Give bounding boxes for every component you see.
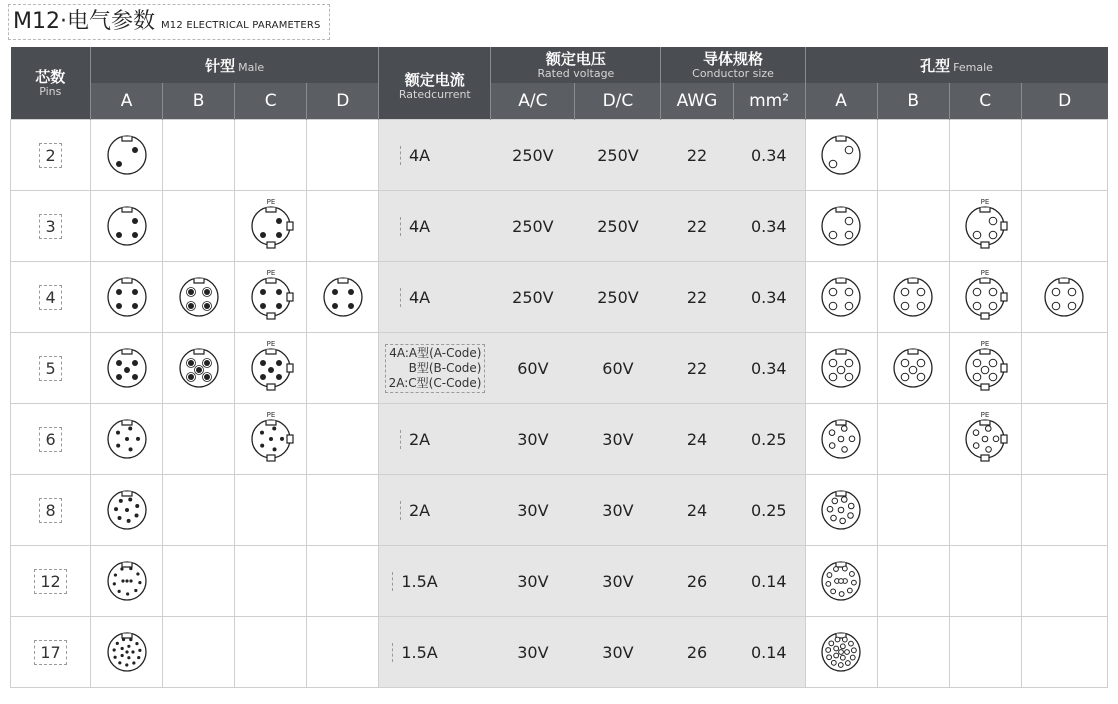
female-c-cell bbox=[949, 546, 1021, 617]
male-c-cell bbox=[235, 475, 307, 546]
rated-current-codes bbox=[385, 344, 486, 393]
female-c-cell bbox=[949, 404, 1021, 475]
female-c-cell bbox=[949, 191, 1021, 262]
female-c-6pin-connector-diagram bbox=[953, 409, 1017, 469]
voltage-dc-value: 30V bbox=[602, 642, 634, 662]
awg-value: 26 bbox=[686, 571, 708, 591]
voltage-dc-value: 30V bbox=[602, 571, 634, 591]
female-a-cell bbox=[805, 617, 877, 688]
male-c-3pin-connector-diagram bbox=[239, 196, 303, 256]
female-b-cell bbox=[877, 475, 949, 546]
female-c-cell bbox=[949, 333, 1021, 404]
voltage-ac-cell bbox=[491, 617, 575, 688]
rated-current-cell bbox=[379, 617, 491, 688]
pins-count: 2 bbox=[39, 143, 61, 168]
female-d-cell bbox=[1021, 617, 1107, 688]
table-row bbox=[11, 120, 1108, 191]
female-b-cell bbox=[877, 546, 949, 617]
male-c-4pin-connector-diagram bbox=[239, 267, 303, 327]
table-row bbox=[11, 546, 1108, 617]
female-a-cell bbox=[805, 404, 877, 475]
voltage-ac-value: 30V bbox=[517, 642, 549, 662]
header-pins: 芯数 Pins bbox=[11, 47, 91, 120]
table-row bbox=[11, 475, 1108, 546]
female-c-cell bbox=[949, 617, 1021, 688]
voltage-ac-value: 250V bbox=[512, 216, 554, 236]
awg-value: 22 bbox=[686, 287, 708, 307]
male-c-cell bbox=[235, 546, 307, 617]
female-b-cell bbox=[877, 617, 949, 688]
svg-text:PE: PE bbox=[980, 198, 990, 206]
male-b-cell bbox=[163, 546, 235, 617]
voltage-ac-cell bbox=[491, 262, 575, 333]
pins-cell bbox=[11, 546, 91, 617]
male-d-cell bbox=[307, 617, 379, 688]
voltage-ac-cell bbox=[491, 546, 575, 617]
voltage-dc-cell bbox=[575, 333, 661, 404]
awg-cell bbox=[661, 617, 733, 688]
female-a-8pin-connector-diagram bbox=[809, 480, 873, 540]
header-male-b: B bbox=[163, 83, 235, 120]
svg-text:PE: PE bbox=[980, 269, 990, 277]
female-a-cell bbox=[805, 546, 877, 617]
rated-current-value: 2A bbox=[400, 501, 430, 520]
awg-cell bbox=[661, 262, 733, 333]
page-title-box bbox=[8, 4, 330, 40]
voltage-dc-cell bbox=[575, 191, 661, 262]
rated-current-cell bbox=[379, 546, 491, 617]
female-a-cell bbox=[805, 120, 877, 191]
awg-value: 22 bbox=[686, 358, 708, 378]
awg-value: 24 bbox=[686, 500, 708, 520]
male-c-cell bbox=[235, 617, 307, 688]
mm2-cell bbox=[733, 120, 805, 191]
svg-text:PE: PE bbox=[266, 198, 275, 206]
table-row bbox=[11, 333, 1108, 404]
female-b-cell bbox=[877, 333, 949, 404]
male-a-17pin-connector-diagram bbox=[95, 622, 159, 682]
female-a-cell bbox=[805, 262, 877, 333]
female-a-12pin-connector-diagram bbox=[809, 551, 873, 611]
header-female-b: B bbox=[877, 83, 949, 120]
mm2-cell bbox=[733, 546, 805, 617]
pins-cell bbox=[11, 262, 91, 333]
female-b-cell bbox=[877, 120, 949, 191]
table-row bbox=[11, 262, 1108, 333]
mm2-value: 0.34 bbox=[750, 287, 787, 307]
male-a-12pin-connector-diagram bbox=[95, 551, 159, 611]
awg-value: 22 bbox=[686, 216, 708, 236]
awg-cell bbox=[661, 546, 733, 617]
female-d-cell bbox=[1021, 120, 1107, 191]
pins-count: 8 bbox=[39, 498, 61, 523]
female-a-3pin-connector-diagram bbox=[809, 196, 873, 256]
male-d-cell bbox=[307, 333, 379, 404]
male-c-cell bbox=[235, 333, 307, 404]
female-a-cell bbox=[805, 333, 877, 404]
mm2-value: 0.34 bbox=[750, 145, 787, 165]
female-d-cell bbox=[1021, 191, 1107, 262]
voltage-ac-value: 250V bbox=[512, 287, 554, 307]
rated-current-cell bbox=[379, 475, 491, 546]
rated-current-value: 1.5A bbox=[392, 643, 437, 662]
mm2-value: 0.34 bbox=[750, 216, 787, 236]
male-c-cell bbox=[235, 191, 307, 262]
female-d-cell bbox=[1021, 404, 1107, 475]
svg-text:PE: PE bbox=[266, 269, 275, 277]
pins-count: 12 bbox=[34, 569, 66, 594]
female-d-4pin-connector-diagram bbox=[1032, 267, 1096, 327]
male-a-cell bbox=[91, 191, 163, 262]
male-a-4pin-connector-diagram bbox=[95, 267, 159, 327]
male-b-cell bbox=[163, 404, 235, 475]
awg-cell bbox=[661, 404, 733, 475]
voltage-dc-value: 60V bbox=[602, 358, 634, 378]
page-title: M12·电气参数 bbox=[13, 9, 155, 34]
female-b-4pin-connector-diagram bbox=[881, 267, 945, 327]
header-female-d: D bbox=[1021, 83, 1107, 120]
header-rated-voltage: 额定电压 Rated voltage bbox=[491, 47, 661, 83]
rated-current-value: 4A bbox=[400, 146, 430, 165]
svg-text:PE: PE bbox=[980, 340, 990, 348]
male-a-cell bbox=[91, 617, 163, 688]
header-female-a: A bbox=[805, 83, 877, 120]
mm2-cell bbox=[733, 617, 805, 688]
rated-current-line: 4A:A型(A-Code) bbox=[389, 345, 482, 360]
mm2-value: 0.14 bbox=[750, 571, 787, 591]
svg-text:PE: PE bbox=[266, 340, 275, 348]
awg-cell bbox=[661, 333, 733, 404]
rated-current-value: 1.5A bbox=[392, 572, 437, 591]
male-d-cell bbox=[307, 120, 379, 191]
rated-current-cell bbox=[379, 333, 491, 404]
voltage-dc-cell bbox=[575, 475, 661, 546]
male-a-8pin-connector-diagram bbox=[95, 480, 159, 540]
mm2-value: 0.14 bbox=[750, 642, 787, 662]
female-c-3pin-connector-diagram bbox=[953, 196, 1017, 256]
female-a-17pin-connector-diagram bbox=[809, 622, 873, 682]
mm2-cell bbox=[733, 333, 805, 404]
female-d-cell bbox=[1021, 546, 1107, 617]
male-c-cell bbox=[235, 262, 307, 333]
awg-cell bbox=[661, 191, 733, 262]
rated-current-value: 4A bbox=[400, 217, 430, 236]
female-c-4pin-connector-diagram bbox=[953, 267, 1017, 327]
electrical-parameters-table bbox=[10, 47, 1108, 688]
voltage-dc-value: 30V bbox=[602, 429, 634, 449]
voltage-ac-cell bbox=[491, 333, 575, 404]
voltage-ac-value: 250V bbox=[512, 145, 554, 165]
mm2-value: 0.25 bbox=[750, 429, 787, 449]
header-male-a: A bbox=[91, 83, 163, 120]
male-a-5pin-connector-diagram bbox=[95, 338, 159, 398]
male-b-4pin-connector-diagram bbox=[167, 267, 231, 327]
table-row bbox=[11, 617, 1108, 688]
rated-current-line: 2A:C型(C-Code) bbox=[388, 375, 482, 390]
rated-current-line: B型(B-Code) bbox=[408, 360, 482, 375]
pins-cell bbox=[11, 333, 91, 404]
rated-current-value: 4A bbox=[400, 288, 430, 307]
table-body bbox=[11, 120, 1108, 688]
male-b-cell bbox=[163, 333, 235, 404]
male-a-cell bbox=[91, 546, 163, 617]
voltage-ac-value: 60V bbox=[517, 358, 549, 378]
voltage-dc-value: 30V bbox=[602, 500, 634, 520]
mm2-cell bbox=[733, 262, 805, 333]
male-d-cell bbox=[307, 546, 379, 617]
male-c-cell bbox=[235, 404, 307, 475]
male-d-4pin-connector-diagram bbox=[311, 267, 375, 327]
voltage-dc-cell bbox=[575, 262, 661, 333]
voltage-ac-cell bbox=[491, 404, 575, 475]
pins-cell bbox=[11, 617, 91, 688]
pins-count: 5 bbox=[39, 356, 61, 381]
male-b-cell bbox=[163, 120, 235, 191]
male-c-5pin-connector-diagram bbox=[239, 338, 303, 398]
female-d-cell bbox=[1021, 262, 1107, 333]
female-b-cell bbox=[877, 404, 949, 475]
pins-cell bbox=[11, 191, 91, 262]
female-a-2pin-connector-diagram bbox=[809, 125, 873, 185]
female-d-cell bbox=[1021, 333, 1107, 404]
female-c-5pin-connector-diagram bbox=[953, 338, 1017, 398]
male-a-6pin-connector-diagram bbox=[95, 409, 159, 469]
header-male-c: C bbox=[235, 83, 307, 120]
voltage-ac-cell bbox=[491, 120, 575, 191]
svg-text:PE: PE bbox=[980, 411, 990, 419]
voltage-dc-cell bbox=[575, 546, 661, 617]
female-a-6pin-connector-diagram bbox=[809, 409, 873, 469]
female-b-cell bbox=[877, 262, 949, 333]
rated-current-cell bbox=[379, 191, 491, 262]
female-c-cell bbox=[949, 120, 1021, 191]
male-a-cell bbox=[91, 475, 163, 546]
male-b-cell bbox=[163, 617, 235, 688]
rated-current-value: 2A bbox=[400, 430, 430, 449]
header-mm2: mm² bbox=[733, 83, 805, 120]
header-male: 针型 Male bbox=[91, 47, 379, 83]
male-a-3pin-connector-diagram bbox=[95, 196, 159, 256]
header-female-c: C bbox=[949, 83, 1021, 120]
header-conductor-size: 导体规格 Conductor size bbox=[661, 47, 805, 83]
mm2-cell bbox=[733, 404, 805, 475]
male-b-5pin-connector-diagram bbox=[167, 338, 231, 398]
voltage-ac-value: 30V bbox=[517, 429, 549, 449]
header-awg: AWG bbox=[661, 83, 733, 120]
pins-cell bbox=[11, 475, 91, 546]
mm2-cell bbox=[733, 191, 805, 262]
awg-cell bbox=[661, 120, 733, 191]
header-female: 孔型 Female bbox=[805, 47, 1107, 83]
voltage-ac-value: 30V bbox=[517, 500, 549, 520]
female-a-5pin-connector-diagram bbox=[809, 338, 873, 398]
pins-count: 17 bbox=[34, 640, 66, 665]
voltage-ac-value: 30V bbox=[517, 571, 549, 591]
male-a-cell bbox=[91, 333, 163, 404]
female-b-5pin-connector-diagram bbox=[881, 338, 945, 398]
header-voltage-ac: A/C bbox=[491, 83, 575, 120]
pins-count: 3 bbox=[39, 214, 61, 239]
header-male-d: D bbox=[307, 83, 379, 120]
male-d-cell bbox=[307, 262, 379, 333]
mm2-cell bbox=[733, 475, 805, 546]
male-a-cell bbox=[91, 120, 163, 191]
pins-cell bbox=[11, 120, 91, 191]
pins-count: 4 bbox=[39, 285, 61, 310]
awg-value: 24 bbox=[686, 429, 708, 449]
female-a-4pin-connector-diagram bbox=[809, 267, 873, 327]
svg-text:PE: PE bbox=[266, 411, 275, 419]
voltage-dc-cell bbox=[575, 120, 661, 191]
voltage-dc-cell bbox=[575, 404, 661, 475]
male-d-cell bbox=[307, 404, 379, 475]
male-a-2pin-connector-diagram bbox=[95, 125, 159, 185]
male-b-cell bbox=[163, 262, 235, 333]
voltage-ac-cell bbox=[491, 475, 575, 546]
male-a-cell bbox=[91, 404, 163, 475]
awg-cell bbox=[661, 475, 733, 546]
male-d-cell bbox=[307, 191, 379, 262]
female-b-cell bbox=[877, 191, 949, 262]
pins-cell bbox=[11, 404, 91, 475]
table-row bbox=[11, 404, 1108, 475]
awg-value: 26 bbox=[686, 642, 708, 662]
male-b-cell bbox=[163, 475, 235, 546]
voltage-ac-cell bbox=[491, 191, 575, 262]
rated-current-cell bbox=[379, 262, 491, 333]
mm2-value: 0.34 bbox=[750, 358, 787, 378]
rated-current-cell bbox=[379, 404, 491, 475]
male-d-cell bbox=[307, 475, 379, 546]
rated-current-cell bbox=[379, 120, 491, 191]
header-rated-current: 额定电流 Ratedcurrent bbox=[379, 47, 491, 120]
female-d-cell bbox=[1021, 475, 1107, 546]
male-b-cell bbox=[163, 191, 235, 262]
female-c-cell bbox=[949, 475, 1021, 546]
page-subtitle: M12 ELECTRICAL PARAMETERS bbox=[160, 20, 321, 31]
header-voltage-dc: D/C bbox=[575, 83, 661, 120]
female-a-cell bbox=[805, 475, 877, 546]
mm2-value: 0.25 bbox=[750, 500, 787, 520]
male-c-6pin-connector-diagram bbox=[239, 409, 303, 469]
male-c-cell bbox=[235, 120, 307, 191]
voltage-dc-value: 250V bbox=[597, 216, 639, 236]
voltage-dc-value: 250V bbox=[597, 145, 639, 165]
table-row bbox=[11, 191, 1108, 262]
male-a-cell bbox=[91, 262, 163, 333]
female-c-cell bbox=[949, 262, 1021, 333]
voltage-dc-value: 250V bbox=[597, 287, 639, 307]
female-a-cell bbox=[805, 191, 877, 262]
voltage-dc-cell bbox=[575, 617, 661, 688]
pins-count: 6 bbox=[39, 427, 61, 452]
awg-value: 22 bbox=[686, 145, 708, 165]
